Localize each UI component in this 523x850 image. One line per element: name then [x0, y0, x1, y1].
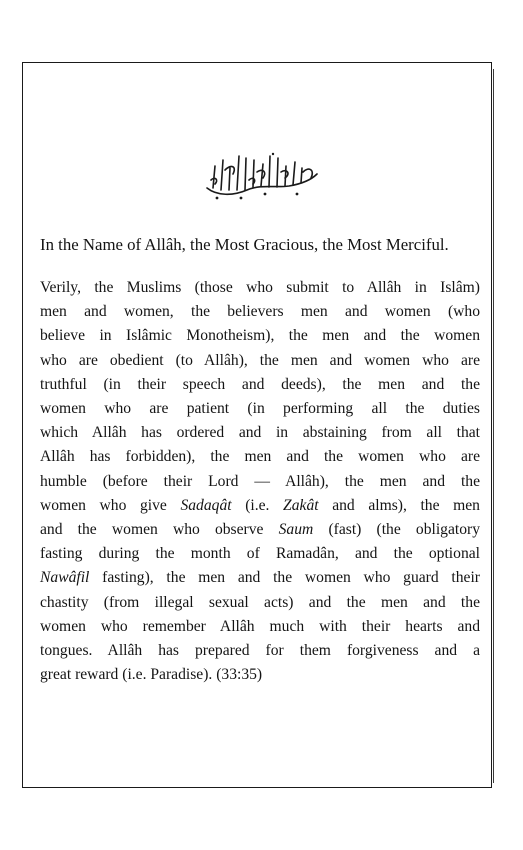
text-line — [40, 639, 480, 663]
text-segment: believe in Islâmic Monotheism), the men and the women — [40, 327, 480, 345]
text-segment: humble (before their Lord — Allâh), the men and the — [40, 472, 480, 490]
text-segment: Verily, the Muslims (those who submit to Allâh in Islâm) — [40, 279, 480, 296]
text-segment: (fast) (the obligatory — [313, 521, 480, 539]
text-segment: women who remember Allâh much with their hearts and — [40, 617, 480, 635]
text-segment: Allâh has forbidden), the men and the women who are — [40, 448, 480, 466]
text-segment: tongues. Allâh has prepared for them forgiveness and a — [40, 642, 480, 660]
text-segment: and alms), the men — [318, 496, 480, 514]
text-segment: women who are patient (in performing all the duties — [40, 400, 480, 418]
verse-body-text — [40, 276, 480, 687]
text-line — [40, 494, 480, 518]
text-segment: great reward (i.e. Paradise). (33:35) — [40, 666, 263, 684]
text-line — [40, 276, 480, 300]
text-line — [40, 663, 480, 687]
text-segment: chastity (from illegal sexual acts) and the men and the — [40, 593, 480, 611]
text-line — [40, 421, 480, 445]
text-segment: fasting during the month of Ramadân, and the optional — [40, 545, 480, 563]
text-line — [40, 349, 480, 373]
text-line — [40, 397, 480, 421]
italic-term: Nawâfil — [40, 569, 90, 587]
text-line — [40, 615, 480, 639]
text-segment: who are obedient (to Allâh), the men and women who are — [40, 351, 480, 369]
text-segment: fasting), the men and the women who guard their — [89, 569, 480, 587]
text-segment: (i.e. — [231, 496, 284, 514]
text-line — [40, 470, 480, 494]
text-line — [40, 324, 480, 348]
text-segment: and the women who observe — [40, 521, 279, 539]
italic-term: Zakât — [283, 496, 319, 514]
text-segment: truthful (in their speech and deeds), the men and the — [40, 375, 480, 393]
text-segment: women who give — [40, 496, 181, 514]
text-line — [40, 591, 480, 615]
text-line — [40, 300, 480, 324]
text-line — [40, 445, 480, 469]
text-line — [40, 518, 480, 542]
text-line — [40, 566, 480, 590]
italic-term: Saum — [278, 521, 314, 539]
text-segment: men and women, the believers men and women (who — [40, 303, 480, 321]
invocation-heading: In the Name of Allâh, the Most Gracious, the Most Merciful. — [40, 235, 449, 254]
italic-term: Sadaqât — [180, 496, 232, 514]
text-segment: which Allâh has ordered and in abstaining from all that — [40, 424, 480, 442]
bismillah-calligraphy-icon — [203, 150, 321, 202]
text-line — [40, 542, 480, 566]
text-line — [40, 373, 480, 397]
